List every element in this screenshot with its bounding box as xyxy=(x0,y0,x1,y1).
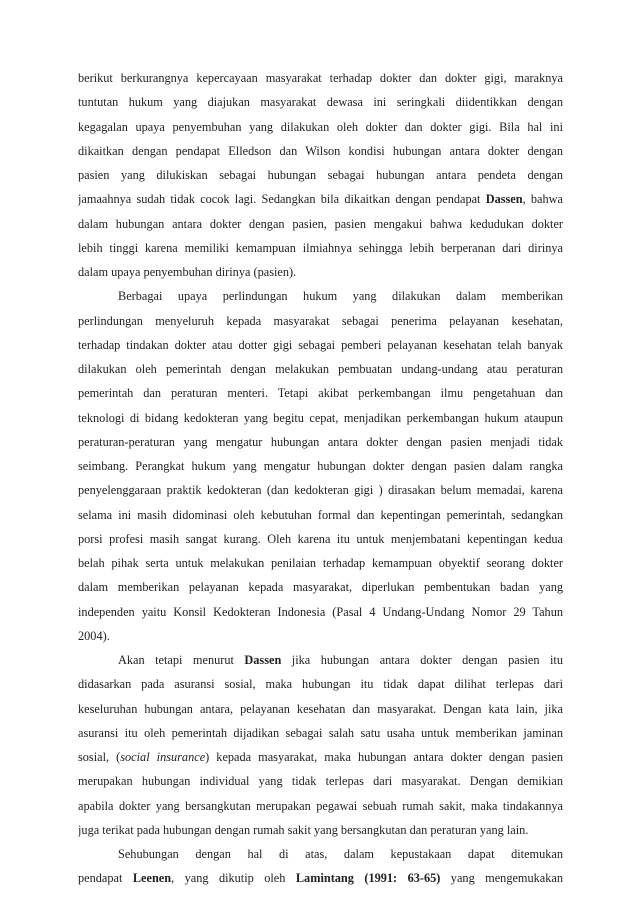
text-line xyxy=(78,187,563,211)
line-text: ) kepada masyarakat, maka hubungan antara dokter dengan pasien xyxy=(205,750,563,764)
line-text: 2004). xyxy=(78,628,110,643)
line-text: dilakukan oleh pemerintah dengan melakukan pembuatan undang-undang atau peraturan xyxy=(78,362,563,376)
line-text: dalam memberikan pelayanan kepada masyarakat, diperlukan pembentukan badan yang xyxy=(78,580,563,595)
text-line xyxy=(78,672,563,696)
line-text: porsi profesi masih sangat kurang. Oleh karena itu untuk menjembatani kepentingan kedua xyxy=(78,531,563,546)
text-line xyxy=(78,866,563,890)
line-text: peraturan-peraturan yang mengatur hubungan antara dokter dengan pasien menjadi tidak xyxy=(78,434,563,449)
text-line xyxy=(78,66,563,90)
bold-text: Dassen xyxy=(244,653,282,667)
line-text: dikaitkan dengan pendapat Elledson dan Wilson kondisi hubungan antara dokter dengan xyxy=(78,143,563,158)
text-line xyxy=(118,842,563,866)
line-text: tuntutan hukum yang diajukan masyarakat dewasa ini seringkali diidentikkan dengan xyxy=(78,95,563,110)
text-line xyxy=(78,381,563,405)
line-text: merupakan hubungan individual yang tidak terlepas dari masyarakat. Dengan demikian xyxy=(78,774,563,789)
line-text: teknologi di bidang kedokteran yang begitu cepat, menjadikan perkembangan hukum ataupun xyxy=(78,410,563,425)
text-line xyxy=(78,575,563,599)
bold-text: Dassen xyxy=(485,192,523,207)
text-line xyxy=(78,212,563,236)
line-text: pasien yang dilukiskan sebagai hubungan sebagai hubungan antara pendeta dengan xyxy=(78,168,563,182)
line-text: , yang dikutip oleh xyxy=(171,871,296,886)
text-line xyxy=(78,721,563,745)
line-text: perlindungan menyeluruh kepada masyarakat sebagai penerima pelayanan kesehatan, xyxy=(78,313,563,328)
bold-text: Leenen xyxy=(132,871,172,886)
line-text: lebih tinggi karena memiliki kemampuan ilmiahnya sehingga lebih berperanan dari dirinya xyxy=(78,240,563,255)
text-line xyxy=(78,236,563,260)
line-text: sosial, ( xyxy=(78,750,121,764)
text-line xyxy=(78,406,563,430)
text-line xyxy=(78,527,563,551)
text-line xyxy=(78,357,563,381)
line-text: kegagalan upaya penyembuhan yang dilakukan oleh dokter dan dokter gigi. Bila hal ini xyxy=(78,119,563,134)
line-text: yang mengemukakan xyxy=(440,871,563,886)
text-line xyxy=(78,503,563,527)
text-line xyxy=(78,697,563,721)
line-text: dalam hubungan antara dokter dengan pasien, pasien mengakui bahwa kedudukan dokter xyxy=(78,216,563,231)
line-text: Sehubungan dengan hal di atas, dalam kepustakaan dapat ditemukan xyxy=(118,847,563,861)
text-line xyxy=(118,648,563,672)
line-text: Akan tetapi menurut xyxy=(118,653,245,667)
line-text: dalam upaya penyembuhan dirinya (pasien). xyxy=(78,265,297,279)
line-text: belah pihak serta untuk melakukan penilaian terhadap kemampuan obyektif seorang dokter xyxy=(78,556,563,570)
text-line xyxy=(78,333,563,357)
line-text: asuransi itu oleh pemerintah dijadikan sebagai salah satu usaha untuk memberikan jaminan xyxy=(78,725,563,740)
line-text: didasarkan pada asuransi sosial, maka hubungan itu tidak dapat dilihat terlepas dari xyxy=(78,677,563,692)
text-line xyxy=(78,818,563,842)
italic-text: social insurance xyxy=(120,750,206,764)
text-line xyxy=(78,90,563,114)
line-text: , bahwa xyxy=(522,192,563,207)
line-text: independen yaitu Konsil Kedokteran Indonesia (Pasal 4 Undang-Undang Nomor 29 Tahun xyxy=(78,604,563,619)
text-line xyxy=(118,284,563,308)
line-text: jika hubungan antara dokter dengan pasien itu xyxy=(281,653,563,667)
bold-text: Lamintang (1991: 63-65) xyxy=(295,871,441,886)
text-line xyxy=(78,551,563,575)
text-line xyxy=(78,478,563,502)
text-line xyxy=(78,430,563,454)
text-line xyxy=(78,309,563,333)
line-text: juga terikat pada hubungan dengan rumah sakit yang bersangkutan dan peraturan yang lain. xyxy=(78,822,529,837)
text-line xyxy=(78,794,563,818)
line-text: penyelenggaraan praktik kedokteran (dan kedokteran gigi ) dirasakan belum memadai, karena xyxy=(78,483,563,498)
line-text: berikut berkurangnya kepercayaan masyarakat terhadap dokter dan dokter gigi, maraknya xyxy=(78,71,563,85)
text-line xyxy=(78,115,563,139)
text-line xyxy=(78,139,563,163)
text-line xyxy=(78,260,563,284)
line-text: pemerintah dan peraturan menteri. Tetapi akibat perkembangan ilmu pengetahuan dan xyxy=(78,386,563,401)
line-text: pendapat xyxy=(78,871,133,886)
line-text: Berbagai upaya perlindungan hukum yang dilakukan dalam memberikan xyxy=(118,289,563,304)
text-line xyxy=(78,600,563,624)
line-text: jamaahnya sudah tidak cocok lagi. Sedangkan bila dikaitkan dengan pendapat xyxy=(78,192,486,207)
line-text: terhadap tindakan dokter atau dotter gigi sebagai pemberi pelayanan kesehatan telah banyak xyxy=(78,337,563,352)
text-line xyxy=(78,454,563,478)
line-text: apabila dokter yang bersangkutan merupakan pegawai sebuah rumah sakit, maka tindakannya xyxy=(78,798,563,813)
text-line xyxy=(78,745,563,769)
text-line xyxy=(78,163,563,187)
text-line xyxy=(78,769,563,793)
line-text: seimbang. Perangkat hukum yang mengatur hubungan dokter dengan pasien dalam rangka xyxy=(78,459,563,473)
line-text: selama ini masih didominasi oleh kebutuhan formal dan kepentingan pemerintah, sedangkan xyxy=(78,507,563,522)
line-text: keseluruhan hubungan antara, pelayanan kesehatan dan masyarakat. Dengan kata lain, jika xyxy=(78,701,563,716)
text-line xyxy=(78,624,563,648)
